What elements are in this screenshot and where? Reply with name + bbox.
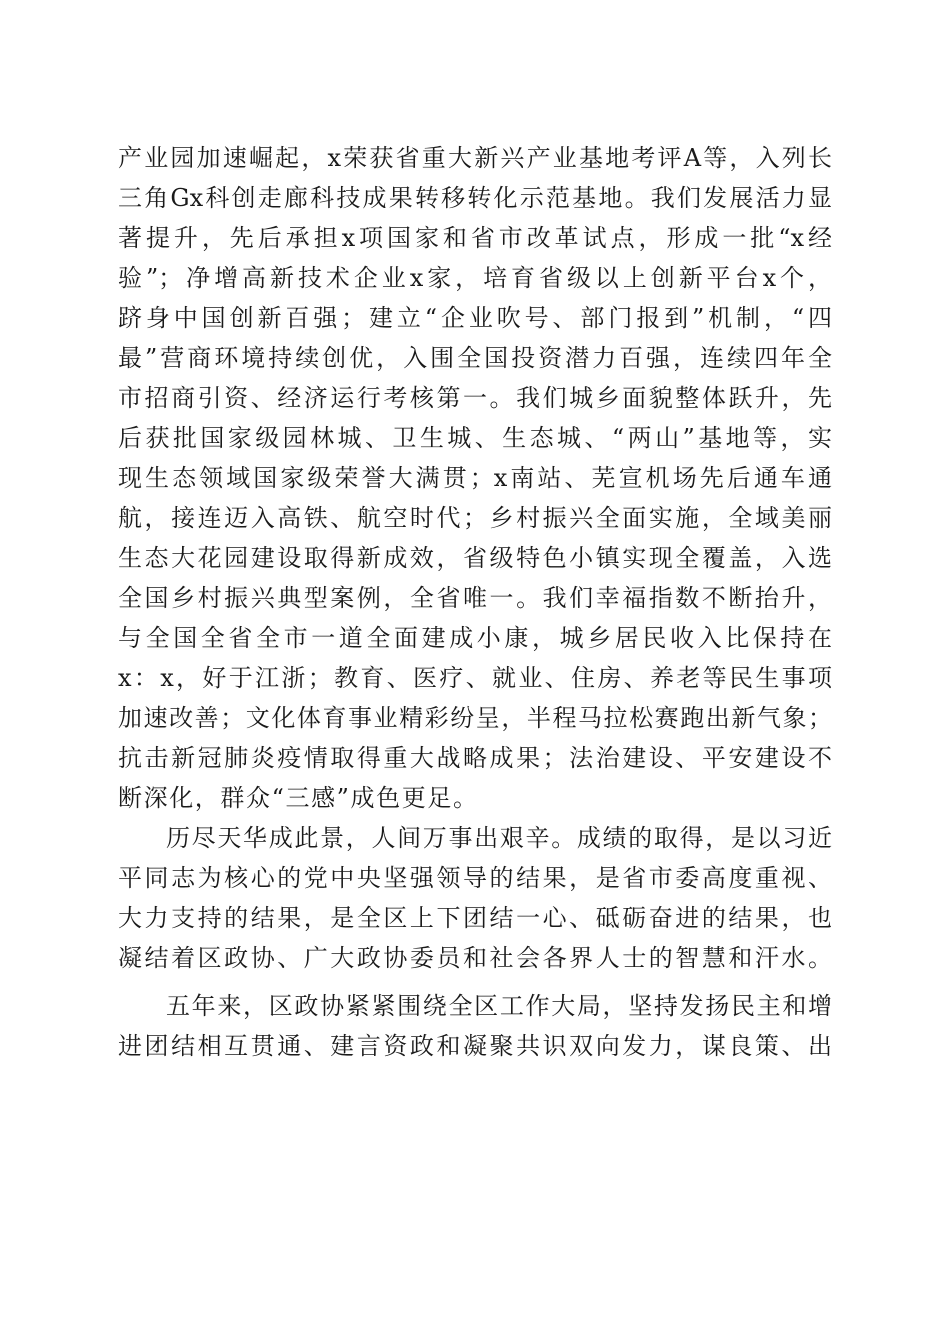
text-line: 与全国全省全市一道全面建成小康，城乡居民收入比保持在	[118, 624, 832, 652]
text-line: 三角Gx科创走廊科技成果转移转化示范基地。我们发展活力显	[118, 184, 832, 212]
text-line: 平同志为核心的党中央坚强领导的结果，是省市委高度重视、	[118, 864, 832, 892]
text-line: 历尽天华成此景，人间万事出艰辛。成绩的取得，是以习近	[166, 824, 832, 852]
text-line: 跻身中国创新百强；建立“企业吹号、部门报到”机制，“四	[118, 304, 832, 332]
text-line: 五年来，区政协紧紧围绕全区工作大局，坚持发扬民主和增	[166, 992, 832, 1020]
text-line: 著提升，先后承担x项国家和省市改革试点，形成一批“x经	[118, 224, 832, 252]
text-line: 生态大花园建设取得新成效，省级特色小镇实现全覆盖，入选	[118, 544, 832, 572]
text-line: 进团结相互贯通、建言资政和凝聚共识双向发力，谋良策、出	[118, 1032, 832, 1060]
text-line: 抗击新冠肺炎疫情取得重大战略成果；法治建设、平安建设不	[118, 744, 832, 772]
text-line: 航，接连迈入高铁、航空时代；乡村振兴全面实施，全域美丽	[118, 504, 832, 532]
text-line: 后获批国家级园林城、卫生城、生态城、“两山”基地等，实	[118, 424, 832, 452]
text-line: 凝结着区政协、广大政协委员和社会各界人士的智慧和汗水。	[118, 944, 832, 972]
text-line: x：x，好于江浙；教育、医疗、就业、住房、养老等民生事项	[118, 664, 832, 692]
text-line: 断深化，群众“三感”成色更足。	[118, 784, 479, 812]
text-line: 市招商引资、经济运行考核第一。我们城乡面貌整体跃升，先	[118, 384, 832, 412]
text-line: 加速改善；文化体育事业精彩纷呈，半程马拉松赛跑出新气象；	[118, 704, 832, 732]
text-line: 最”营商环境持续创优，入围全国投资潜力百强，连续四年全	[118, 344, 832, 372]
text-line: 产业园加速崛起，x荣获省重大新兴产业基地考评A等，入列长	[118, 144, 832, 172]
text-line: 现生态领域国家级荣誉大满贯；x南站、芜宣机场先后通车通	[118, 464, 832, 492]
text-line: 大力支持的结果，是全区上下团结一心、砥砺奋进的结果，也	[118, 904, 832, 932]
text-line: 验”；净增高新技术企业x家，培育省级以上创新平台x个，	[118, 264, 832, 292]
text-line: 全国乡村振兴典型案例，全省唯一。我们幸福指数不断抬升，	[118, 584, 832, 612]
